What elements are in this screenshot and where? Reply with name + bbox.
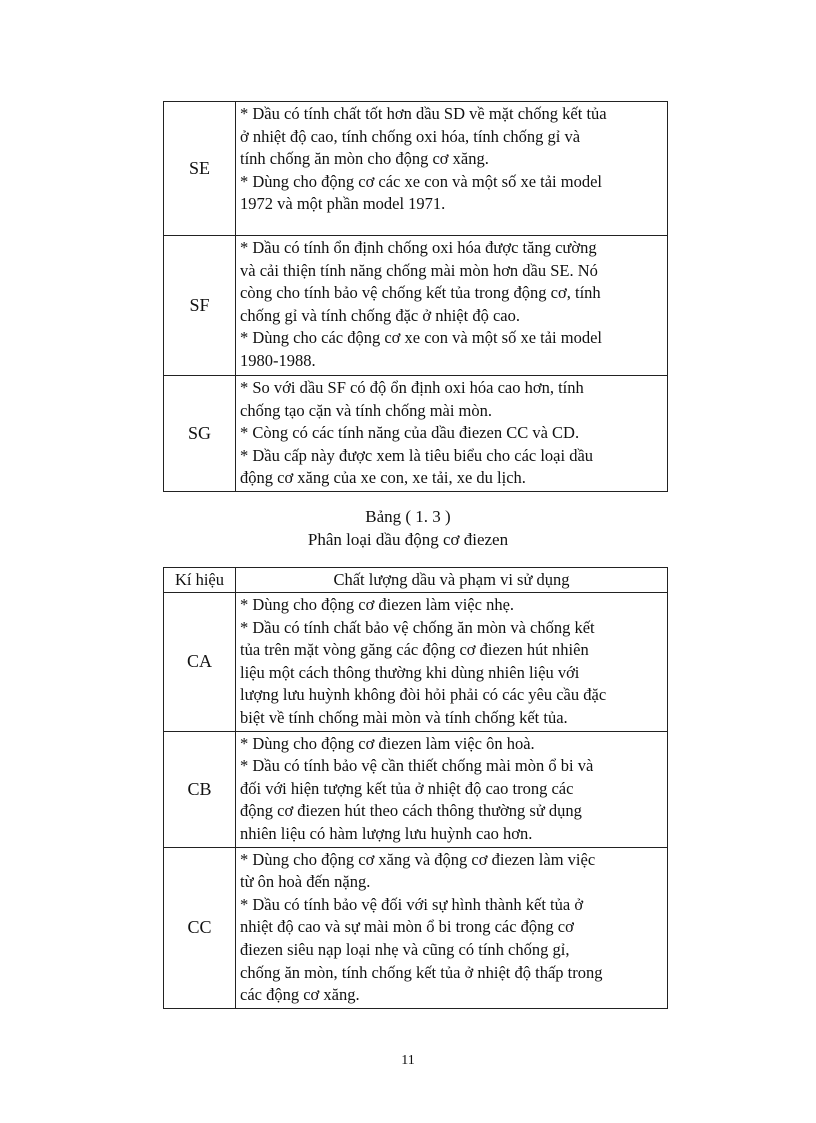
description-line: * Dầu cấp này được xem là tiêu biểu cho các loại dầu: [240, 445, 594, 465]
description-line: * Dầu có tính bảo vệ cần thiết chống mài mòn ổ bi và: [240, 756, 594, 776]
description-line: 1972 và một phần model 1971.: [240, 194, 446, 214]
table-row: [164, 593, 668, 732]
oil-description: [236, 236, 668, 376]
oil-code: SE: [164, 102, 236, 236]
header-description: Chất lượng dầu và phạm vi sử dụng: [236, 568, 668, 593]
oil-code: CC: [164, 847, 236, 1008]
oil-description: [236, 102, 668, 236]
description-line: ở nhiệt độ cao, tính chống oxi hóa, tính chống gỉ và: [240, 126, 581, 146]
description-line: * Còng có các tính năng của dầu điezen CC và CD.: [240, 423, 580, 443]
table-row: [164, 102, 668, 236]
table-header-row: [164, 568, 668, 593]
oil-description: [236, 593, 668, 732]
gasoline-oil-table: [163, 101, 668, 492]
oil-code: CA: [164, 593, 236, 732]
description-line: * Dùng cho động cơ xăng và động cơ điezen làm việc: [240, 849, 596, 869]
oil-code: CB: [164, 731, 236, 847]
description-line: * Dầu có tính chất bảo vệ chống ăn mòn và chống kết: [240, 617, 595, 637]
oil-code: SG: [164, 376, 236, 492]
description-line: * Dùng cho động cơ điezen làm việc nhẹ.: [240, 595, 515, 614]
description-line: điezen siêu nạp loại nhẹ và cũng có tính chống gỉ,: [240, 939, 570, 959]
description-line: chống ăn mòn, tính chống kết tủa ở nhiệt độ thấp trong: [240, 962, 603, 982]
description-line: động cơ điezen hút theo cách thông thường sử dụng: [240, 801, 582, 821]
description-line: nhiên liệu có hàm lượng lưu huỳnh cao hơn.: [240, 823, 533, 843]
table-row: [164, 731, 668, 847]
description-line: liệu một cách thông thường khi dùng nhiên liệu với: [240, 662, 580, 682]
oil-description: [236, 376, 668, 492]
description-line: 1980-1988.: [240, 350, 316, 370]
description-line: còng cho tính bảo vệ chống kết tủa trong động cơ, tính: [240, 283, 601, 303]
description-line: * So với dầu SF có độ ổn định oxi hóa cao hơn, tính: [240, 378, 584, 397]
oil-description: [236, 847, 668, 1008]
table-caption-title: Phân loại dầu động cơ điezen: [307, 530, 509, 549]
description-line: chống gỉ và tính chống đặc ở nhiệt độ cao.: [240, 305, 520, 325]
header-code: Kí hiệu: [164, 568, 236, 593]
table-caption-number: Bảng ( 1. 3 ): [365, 507, 451, 526]
description-line: * Dầu có tính chất tốt hơn dầu SD về mặt chống kết tủa: [240, 104, 607, 123]
description-line: và cải thiện tính năng chống mài mòn hơn dầu SE. Nó: [240, 260, 598, 280]
description-line: từ ôn hoà đến nặng.: [240, 872, 371, 892]
description-line: chống tạo cặn và tính chống mài mòn.: [240, 400, 493, 420]
table-row: [164, 847, 668, 1008]
description-line: động cơ xăng của xe con, xe tải, xe du lịch.: [240, 468, 526, 488]
table-row: [164, 236, 668, 376]
description-line: * Dùng cho động cơ các xe con và một số xe tải model: [240, 171, 603, 191]
description-line: * Dầu có tính bảo vệ đối với sự hình thành kết tủa ở: [240, 894, 584, 914]
description-line: tủa trên mặt vòng găng các động cơ điezen hút nhiên: [240, 640, 589, 660]
description-line: biệt về tính chống mài mòn và tính chống kết tủa.: [240, 707, 568, 727]
page-number: 11: [401, 1053, 415, 1068]
description-line: các động cơ xăng.: [240, 985, 360, 1005]
oil-description: [236, 731, 668, 847]
description-line: đối với hiện tượng kết tủa ở nhiệt độ cao trong các: [240, 778, 574, 798]
description-line: nhiệt độ cao và sự mài mòn ổ bi trong các động cơ: [240, 917, 574, 937]
description-line: lượng lưu huỳnh không đòi hỏi phải có các yêu cầu đặc: [240, 685, 607, 705]
description-line: tính chống ăn mòn cho động cơ xăng.: [240, 149, 489, 169]
table-row: [164, 376, 668, 492]
oil-code: SF: [164, 236, 236, 376]
description-line: * Dùng cho các động cơ xe con và một số xe tải model: [240, 328, 603, 348]
description-line: * Dùng cho động cơ điezen làm việc ôn hoà.: [240, 733, 535, 753]
description-line: * Dầu có tính ổn định chống oxi hóa được tăng cường: [240, 238, 597, 257]
diesel-oil-table: [163, 567, 668, 1009]
